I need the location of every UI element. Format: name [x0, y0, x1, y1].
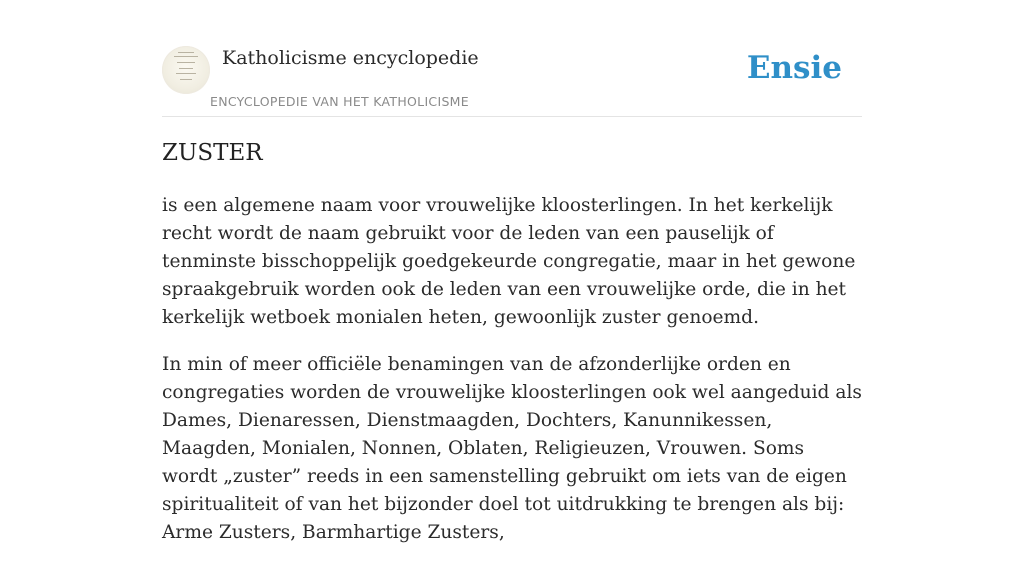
site-subtitle: ENCYCLOPEDIE VAN HET KATHOLICISME [210, 94, 469, 109]
article-title: ZUSTER [162, 140, 263, 166]
cover-text-line [179, 68, 193, 69]
site-header [162, 44, 862, 117]
cover-text-line [176, 73, 196, 74]
cover-text-line [180, 79, 192, 80]
article-paragraph: In min of meer officiële benamingen van de afzonderlijke orden en congregaties worden de vrouwelijke kloosterlingen ook wel aangeduid als Dames, Dienaressen, Dienstmaagden, Dochters, Kanunnikessen, Maagden, Monialen, Nonnen, Oblaten, Religieuzen, Vrouwen. Soms wordt „zuster” reeds in een samenstelling gebruikt om iets van de eigen spiritualiteit of van het bijzonder doel tot uitdrukking te brengen als bij: Arme Zusters, Barmhartige Zusters, [162, 354, 862, 543]
article-paragraph: is een algemene naam voor vrouwelijke kloosterlingen. In het kerkelijk recht wordt de naam gebruikt voor de leden van een pauselijk of tenminste bisschoppelijk goedgekeurde congregatie, maar in het gewone spraakgebruik worden ook de leden van een vrouwelijke orde, die in het kerkelijk wetboek monialen heten, gewoonlijk zuster genoemd. [162, 195, 856, 328]
book-cover-icon[interactable] [162, 46, 210, 94]
article-body [162, 192, 862, 566]
cover-text-line [178, 52, 194, 53]
site-title[interactable]: Katholicisme encyclopedie [222, 47, 479, 69]
cover-text-line [174, 56, 198, 57]
cover-text-line [177, 62, 195, 63]
ensie-logo-link[interactable]: Ensie [746, 50, 842, 86]
